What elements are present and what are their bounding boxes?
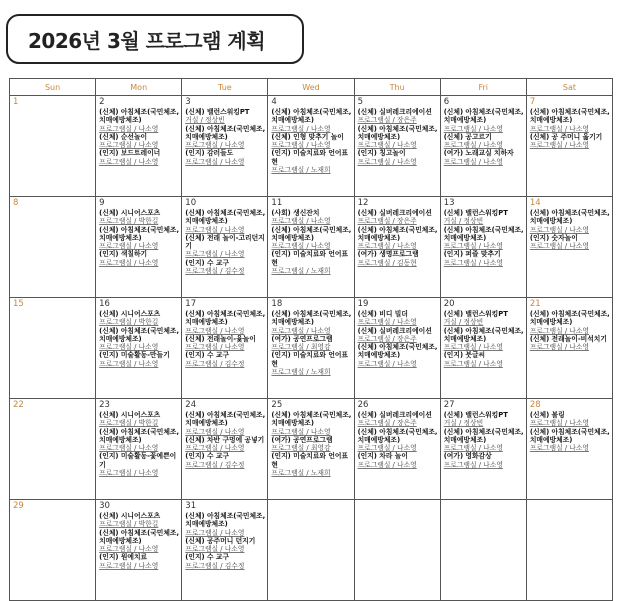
program-name: (신체) 아침체조(국민체조,치매예방체조): [185, 411, 266, 428]
program-name: (여가) 생명프로그램: [357, 250, 419, 259]
program-name: (신체) 전래 놀이-고리던지기: [185, 233, 265, 251]
day-cell: [526, 399, 612, 500]
program-location: 거실 / 정상빈: [443, 318, 484, 327]
day-number: 17: [185, 299, 197, 309]
program-location: 프로그램실 / 나소영: [271, 242, 331, 251]
program-location: 프로그램실 / 나소영: [185, 326, 245, 335]
program-location: 프로그램실 / 나소영: [443, 359, 503, 368]
program-location: 거실 / 정상빈: [443, 419, 484, 428]
program-name: (인지) 수 교구: [185, 351, 230, 360]
day-number: 22: [13, 400, 24, 410]
program-name: (신체) 아침체조(국민체조,치매예방체조): [99, 427, 180, 444]
program-name: (신체) 전래놀이-윷놀이: [185, 334, 256, 343]
week-row: [10, 96, 613, 197]
program-name: (인지) 미술치료와 언어표현: [271, 452, 349, 469]
program-location: 프로그램실 / 나소영: [99, 141, 159, 150]
program-name: (신체) 공주머니 던지기: [185, 536, 256, 545]
program-location: 프로그램실 / 나소영: [99, 359, 159, 368]
day-cell: [96, 298, 182, 399]
program-location: 프로그램실 / 나소영: [185, 225, 245, 234]
weekday-sun: Sun: [10, 79, 96, 96]
program-location: 프로그램실 / 최영감: [271, 444, 331, 453]
program-location: 프로그램실 / 나소영: [443, 460, 503, 469]
program-location: 프로그램실 / 나소영: [185, 528, 245, 537]
calendar-table: [9, 78, 613, 601]
day-cell: [268, 96, 354, 197]
weekday-header-row: [10, 79, 613, 96]
program-location: 프로그램실 / 나소영: [443, 157, 503, 166]
day-number: 11: [271, 198, 283, 208]
program-location: 프로그램실 / 나소영: [99, 444, 159, 453]
program-name: (신체) 밸런스워킹PT: [443, 411, 508, 419]
program-name: (신체) 아침체조(국민체조,치매예방체조): [185, 310, 266, 327]
program-name: (신체) 아침체조(국민체조,치매예방체조): [99, 326, 180, 343]
program-name: (신체) 시니어스포츠: [99, 512, 161, 520]
program-name: (신체) 밸런스워킹PT: [443, 310, 508, 318]
program-location: 프로그램실 / 장은주: [357, 116, 417, 125]
day-cell: [268, 500, 354, 601]
weekday-wed: Wed: [268, 79, 354, 96]
program-name: (신체) 시니어스포츠: [99, 310, 161, 318]
day-cell: [10, 298, 96, 399]
week-row: [10, 197, 613, 298]
program-name: (신체) 아침체조(국민체조,치매예방체조): [529, 427, 610, 444]
program-location: 프로그램실 / 장은주: [357, 217, 417, 226]
program-name: (인지) 칭고놀이: [357, 149, 406, 158]
program-location: 프로그램실 / 나소영: [271, 326, 331, 335]
day-cell: [526, 500, 612, 601]
program-location: 프로그램실 / 김수정: [185, 460, 245, 469]
program-location: 프로그램실 / 나소영: [443, 258, 503, 267]
program-location: 프로그램실 / 박한길: [99, 318, 159, 327]
program-name: (신체) 아침체조(국민체조,치매예방체조): [443, 225, 524, 242]
program-location: 프로그램실 / 나소영: [99, 124, 159, 133]
program-name: (신체) 아침체조(국민체조,치매예방체조): [357, 427, 438, 444]
program-location: 프로그램실 / 나소영: [271, 124, 331, 133]
program-location: 프로그램실 / 나소영: [529, 141, 589, 150]
program-location: 프로그램실 / 나소영: [443, 444, 503, 453]
program-location: 프로그램실 / 나소영: [185, 157, 245, 166]
program-name: (인지) 미술활동-꽃예쁜이기: [99, 452, 177, 469]
program-name: (신체) 인형 맞추기 놀이: [271, 132, 344, 141]
program-location: 프로그램실 / 김동현: [357, 258, 417, 267]
program-name: (여가) 영화감상: [443, 452, 492, 461]
day-number: 14: [529, 198, 541, 208]
program-name: (인지) 숫자놀이: [529, 233, 578, 242]
program-location: 거실 / 정상빈: [443, 217, 484, 226]
day-cell: [10, 500, 96, 601]
week-row: [10, 399, 613, 500]
program-name: (인지) 붓글씨: [443, 351, 486, 360]
day-cell: [268, 298, 354, 399]
program-location: 프로그램실 / 박한길: [99, 419, 159, 428]
program-name: (인지) 색칠하기: [99, 250, 148, 259]
week-row: [10, 298, 613, 399]
program-location: 프로그램실 / 노재희: [271, 267, 331, 276]
program-name: (인지) 원예치료: [99, 553, 148, 562]
program-location: 프로그램실 / 나소영: [99, 561, 159, 570]
program-name: (신체) 아침체조(국민체조,치매예방체조): [99, 225, 180, 242]
program-name: (신체) 아침체조(국민체조,치매예방체조): [99, 528, 180, 545]
day-cell: [182, 500, 268, 601]
program-location: 프로그램실 / 나소영: [185, 427, 245, 436]
program-name: (신체) 아침체조(국민체조,치매예방체조): [529, 310, 610, 327]
program-location: 프로그램실 / 나소영: [99, 469, 159, 478]
day-cell: [268, 197, 354, 298]
program-name: (신체) 아침체조(국민체조,치매예방체조): [529, 108, 610, 125]
program-name: (여가) 공연프로그램: [271, 334, 333, 343]
day-number: 16: [99, 299, 110, 309]
day-number: 31: [185, 501, 197, 511]
day-number: 21: [529, 299, 541, 309]
program-location: 프로그램실 / 박한길: [99, 217, 159, 226]
program-location: 프로그램실 / 박한길: [99, 520, 159, 529]
program-location: 프로그램실 / 나소영: [529, 225, 589, 234]
program-name: (신체) 실버레크리에이션: [357, 326, 432, 335]
day-number: 10: [185, 198, 197, 208]
program-name: (인지) 수 교구: [185, 553, 230, 562]
program-location: 프로그램실 / 나소영: [529, 326, 589, 335]
page-title: 2026년 3월 프로그램 계획: [28, 28, 266, 53]
day-cell: [526, 298, 612, 399]
program-name: (신체) 아침체조(국민체조,치매예방체조): [185, 512, 266, 529]
day-number: 20: [443, 299, 455, 309]
program-name: (여가) 노래교실 치하자: [443, 149, 514, 158]
program-location: 프로그램실 / 장은주: [357, 419, 417, 428]
program-location: 프로그램실 / 나소영: [529, 124, 589, 133]
program-name: (인지) 감러들도: [185, 149, 234, 158]
program-location: 프로그램실 / 나소영: [529, 242, 589, 251]
program-name: (신체) 아침체조(국민체조,치매예방체조): [271, 108, 352, 125]
program-name: (신체) 비디 빌더: [357, 310, 408, 318]
day-number: 25: [271, 400, 283, 410]
program-name: (인지) 수 교구: [185, 452, 230, 461]
program-location: 프로그램실 / 나소영: [185, 343, 245, 352]
program-location: 프로그램실 / 나소영: [529, 419, 589, 428]
program-location: 프로그램실 / 나소영: [271, 427, 331, 436]
weekday-fri: Fri: [440, 79, 526, 96]
day-number: 5: [357, 97, 363, 107]
day-cell: [10, 96, 96, 197]
day-number: 19: [357, 299, 369, 309]
day-cell: [96, 197, 182, 298]
program-name: (신체) 아침체조(국민체조,치매예방체조): [357, 225, 438, 242]
day-cell: [96, 399, 182, 500]
program-location: 프로그램실 / 나소영: [529, 343, 589, 352]
program-location: 프로그램실 / 나소영: [99, 343, 159, 352]
program-location: 프로그램실 / 장은주: [357, 334, 417, 343]
program-location: 프로그램실 / 나소영: [185, 141, 245, 150]
program-name: (신체) 시니어스포츠: [99, 209, 161, 217]
program-name: (인지) 미술치료와 언어표현: [271, 351, 349, 368]
day-number: 15: [13, 299, 24, 309]
day-cell: [96, 96, 182, 197]
program-name: (신체) 시니어스포츠: [99, 411, 161, 419]
program-name: (신체) 아침체조(국민체조,치매예방체조): [357, 124, 438, 141]
program-name: (신체) 전래놀이-비석치기: [529, 334, 607, 343]
day-number: 24: [185, 400, 197, 410]
weekday-sat: Sat: [526, 79, 612, 96]
day-number: 26: [357, 400, 369, 410]
program-name: (인지) 미술치료와 언어표현: [271, 250, 349, 267]
weekday-tue: Tue: [182, 79, 268, 96]
day-cell: [268, 399, 354, 500]
program-name: (신체) 실버레크리에이션: [357, 411, 432, 419]
program-name: (신체) 아침체조(국민체조,치매예방체조): [271, 411, 352, 428]
program-location: 프로그램실 / 나소영: [357, 141, 417, 150]
day-number: 28: [529, 400, 541, 410]
program-name: (신체) 밸런스워킹PT: [443, 209, 508, 217]
day-number: 13: [443, 198, 455, 208]
day-cell: [182, 96, 268, 197]
day-cell: [354, 399, 440, 500]
program-name: (인지) 차라 놀이: [357, 452, 408, 461]
program-name: (신체) 밸런스워킹PT: [185, 108, 250, 116]
day-cell: [526, 96, 612, 197]
program-location: 프로그램실 / 나소영: [357, 318, 417, 327]
program-location: 프로그램실 / 나소영: [271, 141, 331, 150]
program-name: (인지) 수 교구: [185, 258, 230, 267]
program-name: (신체) 아침체조(국민체조,치매예방체조): [271, 225, 352, 242]
day-number: 8: [13, 198, 19, 208]
program-location: 프로그램실 / 김수정: [185, 359, 245, 368]
program-location: 프로그램실 / 나소영: [271, 217, 331, 226]
program-location: 프로그램실 / 나소영: [99, 157, 159, 166]
program-name: (신체) 아침체조(국민체조,치매예방체조): [529, 209, 610, 226]
program-location: 프로그램실 / 나소영: [357, 444, 417, 453]
program-name: (신체) 공고르기: [443, 132, 492, 141]
day-cell: [440, 500, 526, 601]
day-number: 30: [99, 501, 110, 511]
program-location: 프로그램실 / 최영감: [271, 343, 331, 352]
program-location: 프로그램실 / 김수정: [185, 561, 245, 570]
day-cell: [10, 197, 96, 298]
day-cell: [10, 399, 96, 500]
day-number: 23: [99, 400, 110, 410]
program-name: (신체) 아침체조(국민체조,치매예방체조): [443, 427, 524, 444]
day-cell: [354, 197, 440, 298]
program-name: (신체) 볼링: [529, 411, 565, 419]
day-cell: [182, 298, 268, 399]
day-number: 3: [185, 97, 191, 107]
program-location: 프로그램실 / 김수정: [185, 267, 245, 276]
program-name: (신체) 순선놀이: [99, 132, 148, 141]
program-name: (신체) 아침체조(국민체조,치매예방체조): [99, 108, 180, 125]
program-name: (인지) 미술치료와 언어표현: [271, 149, 349, 166]
program-location: 프로그램실 / 나소영: [443, 242, 503, 251]
program-name: (인지) 보드트레이너: [99, 149, 161, 158]
program-location: 프로그램실 / 나소영: [185, 545, 245, 554]
program-name: (인지) 퍼즐 맞추기: [443, 250, 501, 259]
program-location: 프로그램실 / 나소영: [99, 545, 159, 554]
program-location: 프로그램실 / 노재희: [271, 469, 331, 478]
program-name: (인지) 미술활동-만들기: [99, 351, 170, 360]
program-location: 거실 / 정상빈: [185, 116, 225, 125]
day-number: 12: [357, 198, 369, 208]
day-cell: [440, 197, 526, 298]
day-cell: [354, 96, 440, 197]
program-location: 프로그램실 / 나소영: [443, 124, 503, 133]
program-name: (신체) 아침체조(국민체조,치매예방체조): [185, 124, 266, 141]
program-location: 프로그램실 / 나소영: [185, 444, 245, 453]
day-cell: [354, 500, 440, 601]
day-cell: [526, 197, 612, 298]
day-cell: [96, 500, 182, 601]
program-location: 프로그램실 / 나소영: [443, 343, 503, 352]
weekday-thu: Thu: [354, 79, 440, 96]
program-name: (신체) 실버레크리에이션: [357, 209, 432, 217]
day-cell: [182, 197, 268, 298]
day-number: 7: [529, 97, 536, 107]
program-location: 프로그램실 / 노재희: [271, 368, 331, 377]
program-name: (신체) 아침체조(국민체조,치매예방체조): [443, 108, 524, 125]
program-name: (신체) 공 주머니 옮기기: [529, 132, 603, 141]
day-number: 29: [13, 501, 24, 511]
program-location: 프로그램실 / 나소영: [529, 444, 589, 453]
day-number: 18: [271, 299, 283, 309]
day-cell: [440, 96, 526, 197]
program-location: 프로그램실 / 나소영: [99, 258, 159, 267]
program-name: (신체) 아침체조(국민체조,치매예방체조): [271, 310, 352, 327]
program-location: 프로그램실 / 나소영: [185, 250, 245, 259]
week-row: [10, 500, 613, 601]
day-number: 6: [443, 97, 450, 107]
program-location: 프로그램실 / 나소영: [443, 141, 503, 150]
program-location: 프로그램실 / 나소영: [99, 242, 159, 251]
program-name: (사회) 생신잔치: [271, 209, 320, 217]
program-name: (신체) 실버레크리에이션: [357, 108, 432, 116]
day-number: 2: [99, 97, 105, 107]
day-number: 9: [99, 198, 105, 208]
program-name: (여가) 공연프로그램: [271, 435, 333, 444]
calendar-body: [10, 96, 613, 601]
program-name: (신체) 아침체조(국민체조,치매예방체조): [443, 326, 524, 343]
title-box: [6, 14, 304, 64]
day-cell: [182, 399, 268, 500]
program-location: 프로그램실 / 나소영: [357, 359, 417, 368]
program-location: 프로그램실 / 나소영: [357, 157, 417, 166]
day-number: 4: [271, 97, 277, 107]
weekday-mon: Mon: [96, 79, 182, 96]
program-location: 프로그램실 / 나소영: [357, 460, 417, 469]
program-location: 프로그램실 / 나소영: [357, 242, 417, 251]
program-location: 프로그램실 / 노재희: [271, 166, 331, 175]
program-name: (신체) 차반 구멍에 공넣기: [185, 435, 265, 444]
program-name: (신체) 아침체조(국민체조,치매예방체조): [185, 209, 266, 226]
day-number: 1: [13, 97, 19, 107]
day-number: 27: [443, 400, 455, 410]
day-cell: [440, 298, 526, 399]
day-cell: [440, 399, 526, 500]
program-name: (신체) 아침체조(국민체조,치매예방체조): [357, 343, 438, 360]
day-cell: [354, 298, 440, 399]
